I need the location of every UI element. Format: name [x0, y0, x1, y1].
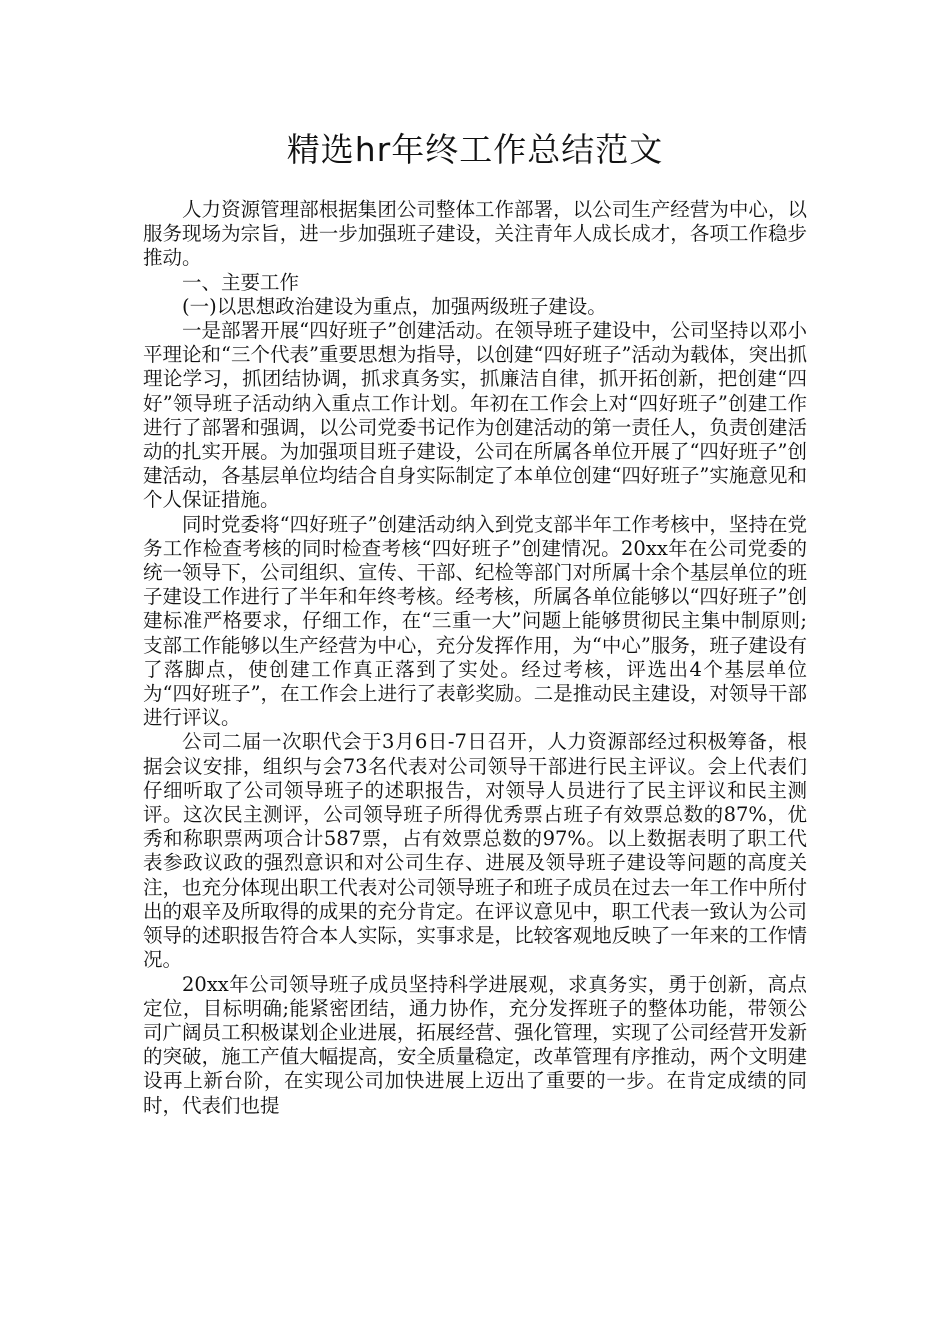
- document-body: [143, 198, 807, 1118]
- paragraph-intro: 人力资源管理部根据集团公司整体工作部署，以公司生产经营为中心，以服务现场为宗旨，进一步加强班子建设，关注青年人成长成才，各项工作稳步推动。: [143, 198, 807, 270]
- subsection-heading: (一)以思想政治建设为重点，加强两级班子建设。: [182, 294, 607, 318]
- paragraph: 公司二届一次职代会于3月6日-7日召开，人力资源部经过积极筹备，根据会议安排，组织与会73名代表对公司领导干部进行民主评议。会上代表们仔细听取了公司领导班子的述职报告，对领导人员进行了民主评议和民主测评。这次民主测评，公司领导班子所得优秀票占班子有效票总数的87%，优秀和称职票两项合计587票，占有效票总数的97%。以上数据表明了职工代表参政议政的强烈意识和对公司生存、进展及领导班子建设等问题的高度关注，也充分体现出职工代表对公司领导班子和班子成员在过去一年工作中所付出的艰辛及所取得的成果的充分肯定。在评议意见中，职工代表一致认为公司领导的述职报告符合本人实际，实事求是，比较客观地反映了一年来的工作情况。: [143, 730, 807, 972]
- document-title: 精选hr年终工作总结范文: [286, 130, 664, 169]
- paragraph: 同时党委将“四好班子”创建活动纳入到党支部半年工作考核中，坚持在党务工作检查考核的同时检查考核“四好班子”创建情况。20xx年在公司党委的统一领导下，公司组织、宣传、干部、纪检等部门对所属十余个基层单位的班子建设工作进行了半年和年终考核。经考核，所属各单位能够以“四好班子”创建标准严格要求，仔细工作，在“三重一大”问题上能够贯彻民主集中制原则;支部工作能够以生产经营为中心，充分发挥作用，为“中心”服务，班子建设有了落脚点，使创建工作真正落到了实处。经过考核，评选出4个基层单位为“四好班子”，在工作会上进行了表彰奖励。二是推动民主建设，对领导干部进行评议。: [143, 512, 807, 730]
- paragraph: 一是部署开展“四好班子”创建活动。在领导班子建设中，公司坚持以邓小平理论和“三个代表”重要思想为指导，以创建“四好班子”活动为载体，突出抓理论学习，抓团结协调，抓求真务实，抓廉洁自律，抓开拓创新，把创建“四好”领导班子活动纳入重点工作计划。年初在工作会上对“四好班子”创建工作进行了部署和强调，以公司党委书记作为创建活动的第一责任人，负责创建活动的扎实开展。为加强项目班子建设，公司在所属各单位开展了“四好班子”创建活动，各基层单位均结合自身实际制定了本单位创建“四好班子”实施意见和个人保证措施。: [143, 319, 807, 512]
- section-heading-main-work: 一、主要工作: [182, 270, 300, 294]
- paragraph: 20xx年公司领导班子成员坚持科学进展观，求真务实，勇于创新，高点定位，目标明确;能紧密团结，通力协作，充分发挥班子的整体功能，带领公司广阔员工积极谋划企业进展，拓展经营、强化管理，实现了公司经营开发新的突破，施工产值大幅提高，安全质量稳定，改革管理有序推动，两个文明建设再上新台阶，在实现公司加快进展上迈出了重要的一步。在肯定成绩的同时，代表们也提: [143, 972, 807, 1117]
